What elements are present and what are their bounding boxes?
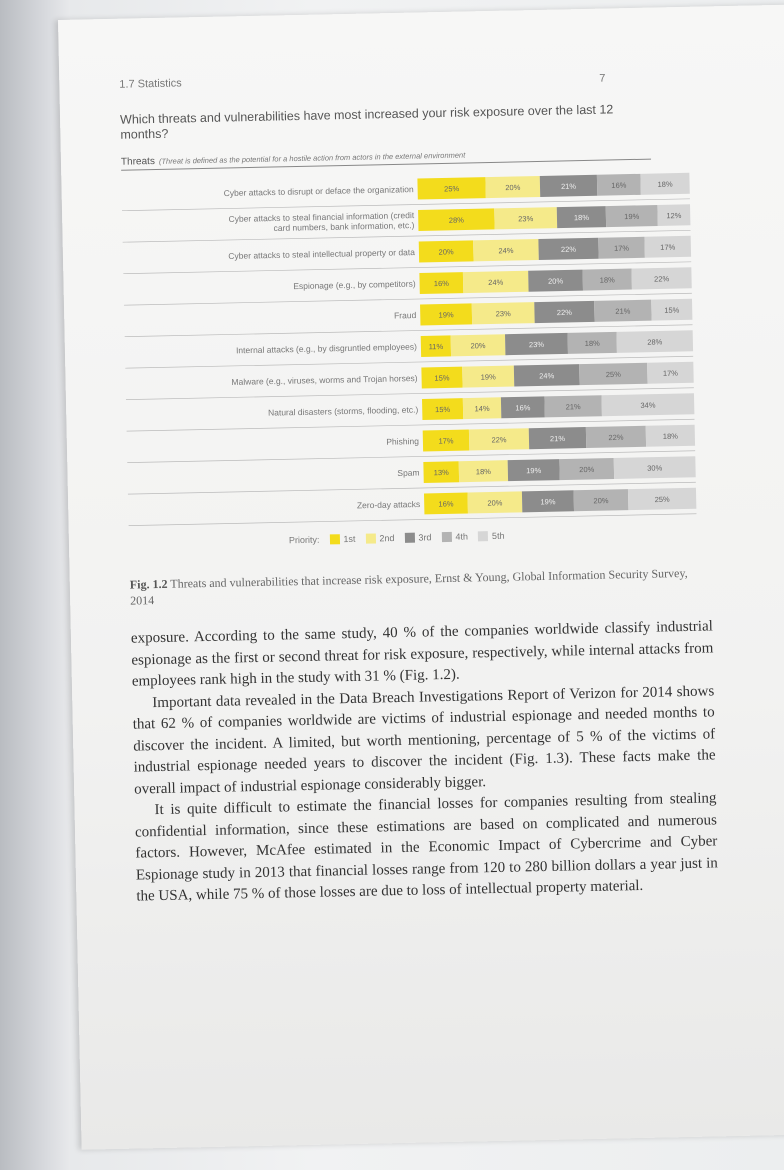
data-label: 18% [584,338,600,349]
category-label: Cyber attacks to steal financial information (credit [228,210,415,224]
stacked-bar-chart [101,167,709,549]
threats-label: Threats [120,156,156,168]
paragraph-2: Important data revealed in the Data Breach Investigations Report of Verizon for 2014 shows that 62 % of companies worldwide are victims of industrial espionage and needed months to discover the incident. A limited, but worth mentioning, percentage of 5 % of the victims of industrial espionage needed years to discover the incident (Fig. 1.3). These facts make the overall impact of industrial espionage considerably bigger. [132,682,716,798]
data-label: 15% [664,305,680,315]
row-divider [129,514,697,526]
page-number: 7 [599,72,606,85]
legend-swatch-3rd [404,533,414,543]
data-label: 18% [662,431,678,441]
category-label: Natural disasters (storms, flooding, etc.) [267,404,419,418]
data-label: 13% [433,467,449,478]
legend-swatch-1st [329,534,339,544]
caption-text: Threats and vulnerabilities that increase risk exposure, Ernst & Young, Global Information Security Survey, 2014 [130,565,688,608]
data-label: 28% [448,215,464,225]
running-head: 1.7 Statistics [119,77,182,91]
data-label: 20% [579,464,595,475]
data-label: 19% [526,465,542,476]
threats-definition: (Threat is defined as the potential for a hostile action from actors in the external environment [158,150,466,166]
paragraph-3: It is quite difficult to estimate the financial losses for companies resulting from stealing confidential information, since these estimations are based on complicated and numerous factors. However, McAfee estimated in the Economic Impact of Cybercrime and Cyber Espionage study in 2013 that financial losses range from 120 to 280 billion dollars a year just in the USA, while 75 % of those losses are due to loss of intellectual property material. [134,790,718,905]
category-label: card numbers, bank information, etc.) [273,220,415,234]
threats-header [121,146,651,171]
data-label: 17% [662,368,679,378]
data-label: 19% [480,372,496,382]
data-label: 18% [573,212,590,223]
data-label: 30% [647,463,663,473]
data-label: 22% [654,274,670,284]
data-label: 25% [605,369,621,380]
data-label: 17% [438,436,454,446]
data-label: 25% [654,494,670,505]
book-spine-left-page [0,0,70,1170]
category-label: Cyber attacks to disrupt or deface the organization [223,184,414,199]
data-label: 18% [599,275,615,285]
category-label: Zero-day attacks [356,499,421,511]
legend-label-4th: 4th [455,531,469,542]
category-label: Phishing [386,436,420,447]
data-label: 22% [491,435,507,445]
legend-label-3rd: 3rd [418,532,432,543]
data-label: 22% [560,244,577,255]
data-label: 34% [640,400,656,410]
data-label: 14% [474,404,490,414]
book-page [58,5,784,1150]
data-label: 12% [666,210,682,221]
data-label: 24% [539,371,555,381]
data-label: 15% [434,373,450,383]
body-text [131,616,719,908]
data-label: 17% [660,242,676,252]
legend-swatch-2nd [365,533,375,543]
data-label: 21% [615,306,631,316]
data-label: 21% [565,402,581,412]
data-label: 22% [556,307,572,318]
legend-label-2nd: 2nd [379,533,395,544]
category-label: Fraud [393,310,417,321]
data-label: 20% [487,498,503,508]
data-label: 21% [560,181,577,192]
data-label: 16% [515,403,531,413]
data-label: 16% [433,278,449,289]
data-label: 18% [475,467,491,477]
category-label: Cyber attacks to steal intellectual property or data [228,247,416,261]
data-label: 20% [505,182,521,193]
data-label: 19% [438,310,454,320]
data-label: 20% [593,496,609,506]
data-label: 18% [657,179,673,189]
legend-swatch-5th [478,531,488,541]
legend-label-5th: 5th [491,530,505,542]
data-label: 23% [518,214,534,224]
data-label: 17% [613,243,630,253]
legend-title: Priority: [288,534,320,546]
data-label: 24% [498,246,514,256]
data-label: 23% [495,309,511,319]
category-label: Spam [397,467,420,478]
data-label: 19% [540,497,556,507]
data-label: 28% [647,337,663,347]
data-label: 22% [608,432,624,443]
caption-label: Fig. 1.2 [129,576,168,592]
category-label: Espionage (e.g., by competitors) [293,278,416,292]
legend-label-1st: 1st [343,533,356,545]
data-label: 25% [444,184,460,194]
data-label: 16% [438,499,454,509]
data-label: 20% [438,247,454,257]
data-label: 16% [611,180,627,190]
category-label: Internal attacks (e.g., by disgruntled employees) [235,341,418,356]
data-label: 20% [547,276,564,286]
figure-question: Which threats and vulnerabilities have most increased your risk exposure over the last 12 months? [119,102,614,142]
data-label: 20% [470,341,486,351]
data-label: 11% [428,342,444,352]
data-label: 21% [549,433,566,444]
figure-caption [130,564,711,608]
category-label: Malware (e.g., viruses, worms and Trojan horses) [231,373,418,387]
data-label: 15% [435,404,451,415]
data-label: 24% [488,277,504,288]
data-label: 23% [528,339,545,350]
legend-swatch-4th [441,532,451,542]
paragraph-1: exposure. According to the same study, 40 % of the companies worldwide classify industrial espionage as the first or second threat for risk exposure, respectively, while internal attacks from employees rank high in the study with 31 % (Fig. 1.2). [130,618,714,690]
data-label: 19% [624,211,640,222]
